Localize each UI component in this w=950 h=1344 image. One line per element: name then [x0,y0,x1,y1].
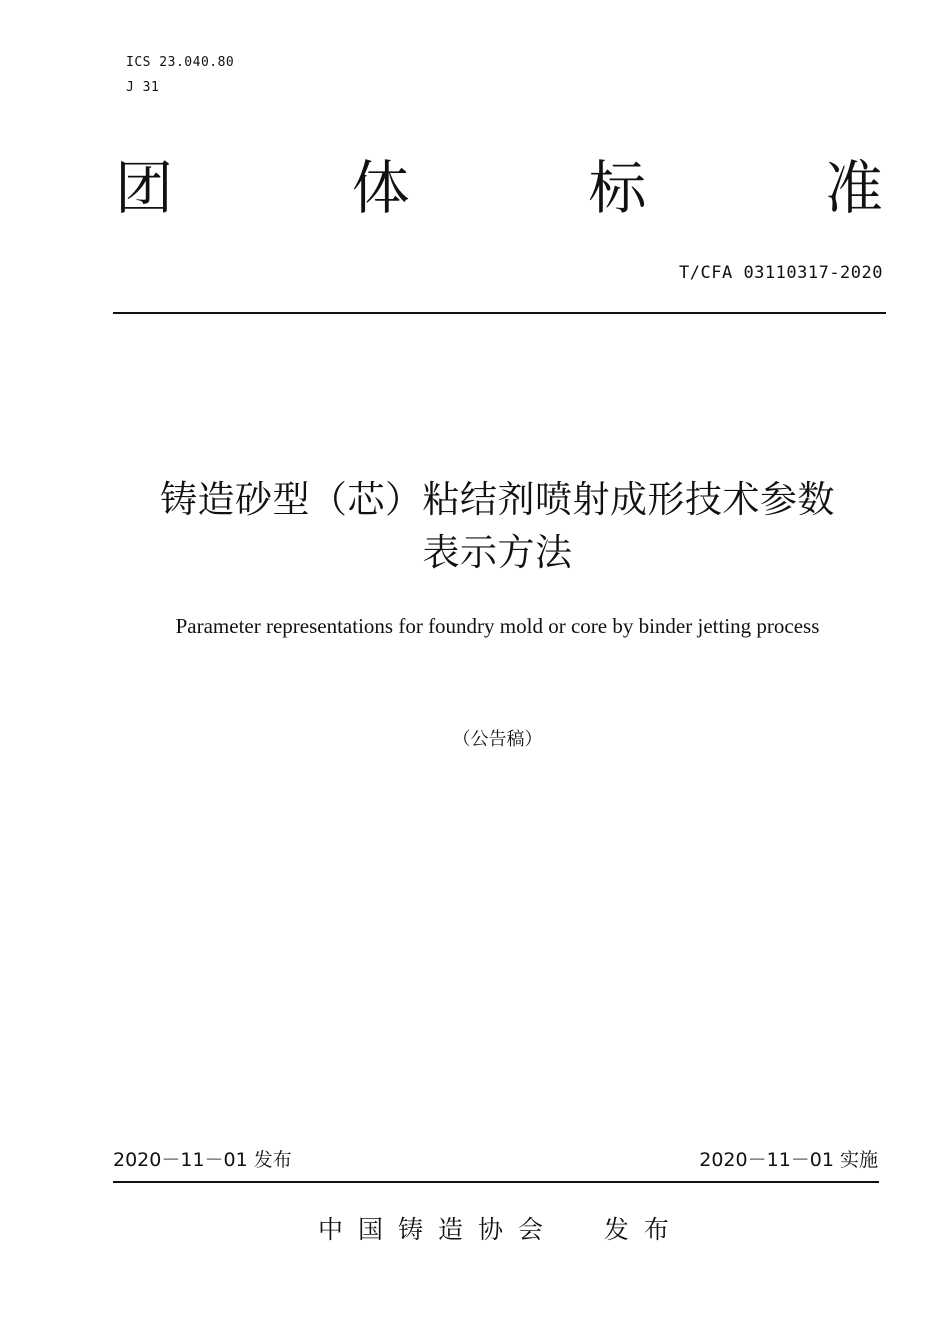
publisher: 中国铸造协会 发布 [318,1215,684,1244]
implementation-date: 2020－11－01 实施 [699,1149,878,1171]
standard-type-char: 准 [824,154,883,222]
standard-type-char: 标 [588,154,647,222]
standard-type-char: 团 [115,154,174,222]
top-divider [113,312,886,314]
standard-type-char: 体 [351,154,410,222]
title-zh-line-1: 铸造砂型（芯）粘结剂喷射成形技术参数 [160,478,835,521]
document-title-zh [95,473,900,579]
bottom-divider [113,1181,879,1183]
standard-type-heading [115,152,883,224]
issue-date: 2020－11－01 发布 [113,1149,292,1171]
draft-status: （公告稿） [452,729,543,750]
document-title-en: Parameter representations for foundry mold or core by binder jetting process [175,614,820,638]
ics-code: ICS 23.040.80 [126,55,235,70]
title-zh-line-2: 表示方法 [422,531,573,574]
classification-code: J 31 [126,80,160,95]
standard-number: T/CFA 03110317-2020 [679,263,883,283]
